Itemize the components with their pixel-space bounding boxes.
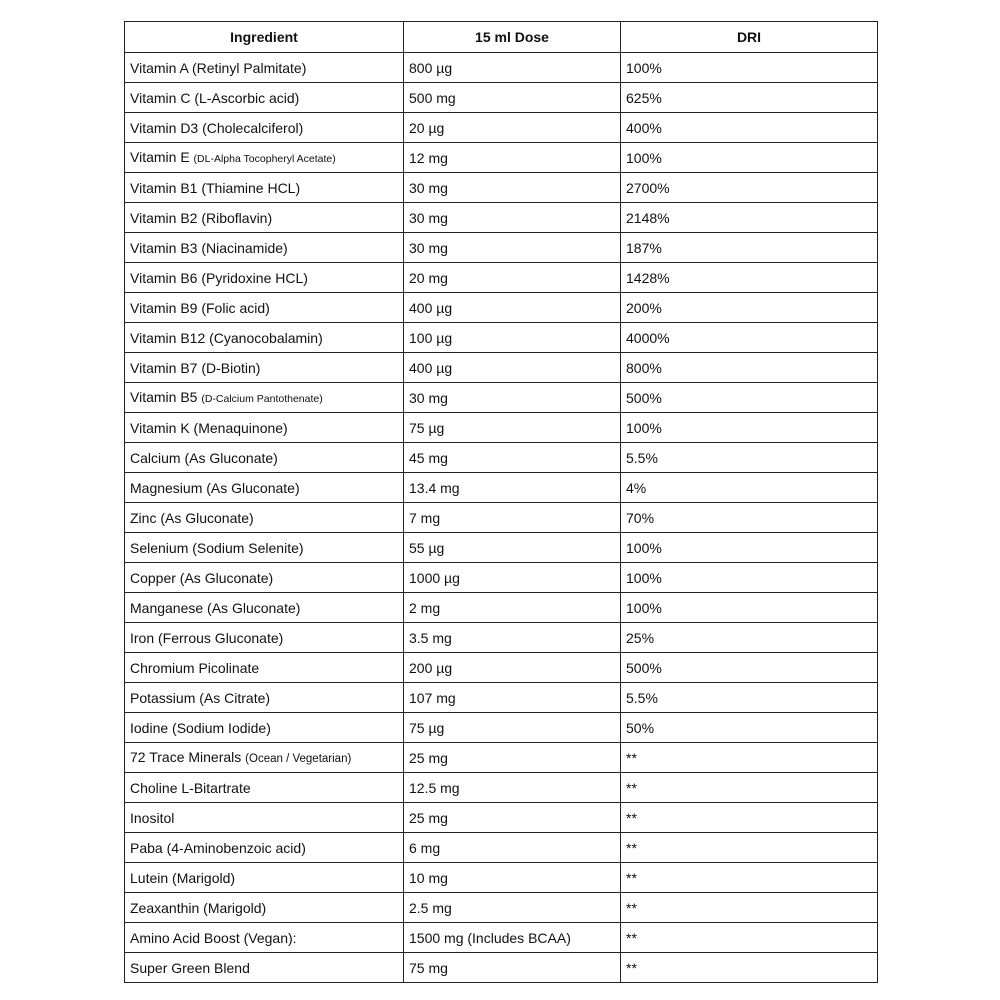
- ingredient-name: Vitamin B9 (Folic acid): [130, 299, 270, 316]
- dri-cell: **: [621, 803, 878, 833]
- dose-cell: 100 µg: [404, 323, 621, 353]
- ingredient-detail: (D-Calcium Pantothenate): [201, 392, 323, 405]
- ingredient-name: Calcium (As Gluconate): [130, 449, 278, 466]
- dri-cell: 2148%: [621, 203, 878, 233]
- dri-cell: 5.5%: [621, 443, 878, 473]
- dose-cell: 1000 µg: [404, 563, 621, 593]
- ingredient-name: Vitamin B7 (D-Biotin): [130, 359, 261, 376]
- dri-cell: 400%: [621, 113, 878, 143]
- dri-cell: **: [621, 863, 878, 893]
- dose-cell: 30 mg: [404, 233, 621, 263]
- table-row: [125, 653, 878, 683]
- dri-cell: **: [621, 743, 878, 773]
- dose-cell: 400 µg: [404, 353, 621, 383]
- table-row: [125, 863, 878, 893]
- ingredient-name: Choline L-Bitartrate: [130, 779, 251, 796]
- ingredient-name: Vitamin B5: [130, 388, 202, 405]
- table-row: [125, 833, 878, 863]
- ingredient-cell: [125, 233, 404, 263]
- ingredient-cell: [125, 443, 404, 473]
- dri-cell: 625%: [621, 83, 878, 113]
- ingredient-name: Zinc (As Gluconate): [130, 509, 254, 526]
- table-row: [125, 323, 878, 353]
- dose-cell: 107 mg: [404, 683, 621, 713]
- table-header-row: [125, 22, 878, 53]
- table-row: [125, 773, 878, 803]
- ingredient-cell: [125, 383, 404, 413]
- dri-cell: 500%: [621, 653, 878, 683]
- dose-cell: 12.5 mg: [404, 773, 621, 803]
- table-row: [125, 143, 878, 173]
- ingredient-name: Amino Acid Boost (Vegan):: [130, 929, 297, 946]
- ingredient-cell: [125, 263, 404, 293]
- table-row: [125, 593, 878, 623]
- ingredient-cell: [125, 773, 404, 803]
- ingredient-name: Vitamin C (L-Ascorbic acid): [130, 89, 300, 106]
- ingredient-cell: [125, 713, 404, 743]
- ingredient-cell: [125, 533, 404, 563]
- ingredient-cell: [125, 743, 404, 773]
- dri-cell: 2700%: [621, 173, 878, 203]
- ingredient-cell: [125, 563, 404, 593]
- table-row: [125, 353, 878, 383]
- dri-cell: 100%: [621, 143, 878, 173]
- dose-cell: 3.5 mg: [404, 623, 621, 653]
- ingredient-name: Vitamin B3 (Niacinamide): [130, 239, 288, 256]
- dose-cell: 7 mg: [404, 503, 621, 533]
- ingredient-cell: [125, 623, 404, 653]
- dri-cell: 4%: [621, 473, 878, 503]
- dose-cell: 45 mg: [404, 443, 621, 473]
- table-row: [125, 53, 878, 83]
- ingredient-cell: [125, 653, 404, 683]
- dose-cell: 25 mg: [404, 803, 621, 833]
- ingredient-cell: [125, 113, 404, 143]
- ingredient-cell: [125, 83, 404, 113]
- dri-cell: 4000%: [621, 323, 878, 353]
- ingredient-cell: [125, 353, 404, 383]
- ingredient-cell: [125, 473, 404, 503]
- table-row: [125, 473, 878, 503]
- ingredient-name: Zeaxanthin (Marigold): [130, 899, 267, 916]
- dri-cell: 100%: [621, 563, 878, 593]
- dose-cell: 400 µg: [404, 293, 621, 323]
- ingredient-name: Vitamin K (Menaquinone): [130, 419, 288, 436]
- ingredient-name: Paba (4-Aminobenzoic acid): [130, 839, 306, 856]
- dose-cell: 20 mg: [404, 263, 621, 293]
- ingredient-cell: [125, 923, 404, 953]
- dose-cell: 500 mg: [404, 83, 621, 113]
- ingredient-name: Vitamin B1 (Thiamine HCL): [130, 179, 301, 196]
- ingredient-name: Vitamin B2 (Riboflavin): [130, 209, 273, 226]
- dri-cell: 100%: [621, 533, 878, 563]
- ingredient-cell: [125, 53, 404, 83]
- dri-cell: **: [621, 923, 878, 953]
- ingredient-cell: [125, 203, 404, 233]
- table-row: [125, 83, 878, 113]
- table-row: [125, 803, 878, 833]
- table-row: [125, 713, 878, 743]
- ingredient-cell: [125, 593, 404, 623]
- dose-cell: 30 mg: [404, 173, 621, 203]
- ingredient-cell: [125, 863, 404, 893]
- header-ingredient: Ingredient: [125, 22, 404, 53]
- dose-cell: 1500 mg (Includes BCAA): [404, 923, 621, 953]
- ingredient-cell: [125, 503, 404, 533]
- ingredient-cell: [125, 803, 404, 833]
- dri-cell: 100%: [621, 593, 878, 623]
- ingredient-name: Chromium Picolinate: [130, 659, 260, 676]
- dri-cell: 5.5%: [621, 683, 878, 713]
- table-row: [125, 923, 878, 953]
- dose-cell: 12 mg: [404, 143, 621, 173]
- dri-cell: 800%: [621, 353, 878, 383]
- dri-cell: **: [621, 833, 878, 863]
- table-row: [125, 683, 878, 713]
- table-row: [125, 893, 878, 923]
- ingredient-name: Iron (Ferrous Gluconate): [130, 629, 284, 646]
- table-row: [125, 743, 878, 773]
- dose-cell: 30 mg: [404, 203, 621, 233]
- dri-cell: 100%: [621, 53, 878, 83]
- table-row: [125, 953, 878, 983]
- dose-cell: 200 µg: [404, 653, 621, 683]
- ingredient-name: Iodine (Sodium Iodide): [130, 719, 271, 736]
- header-dri: DRI: [621, 22, 878, 53]
- table-row: [125, 383, 878, 413]
- dri-cell: **: [621, 953, 878, 983]
- ingredient-name: Inositol: [130, 809, 175, 826]
- dose-cell: 25 mg: [404, 743, 621, 773]
- ingredient-cell: [125, 833, 404, 863]
- dose-cell: 800 µg: [404, 53, 621, 83]
- ingredient-cell: [125, 323, 404, 353]
- dri-cell: **: [621, 893, 878, 923]
- table-row: [125, 533, 878, 563]
- ingredient-cell: [125, 173, 404, 203]
- table-row: [125, 443, 878, 473]
- ingredient-cell: [125, 893, 404, 923]
- table-row: [125, 413, 878, 443]
- ingredient-name: Vitamin E: [130, 148, 194, 165]
- ingredient-cell: [125, 293, 404, 323]
- table-row: [125, 263, 878, 293]
- ingredient-detail: (Ocean / Vegetarian): [245, 752, 352, 765]
- table-row: [125, 623, 878, 653]
- dri-cell: **: [621, 773, 878, 803]
- ingredient-name: Vitamin B6 (Pyridoxine HCL): [130, 269, 308, 286]
- ingredient-name: Vitamin B12 (Cyanocobalamin): [130, 329, 323, 346]
- dose-cell: 2.5 mg: [404, 893, 621, 923]
- dose-cell: 75 µg: [404, 713, 621, 743]
- ingredient-name: Copper (As Gluconate): [130, 569, 274, 586]
- dri-cell: 100%: [621, 413, 878, 443]
- ingredient-cell: [125, 683, 404, 713]
- table-row: [125, 233, 878, 263]
- dose-cell: 30 mg: [404, 383, 621, 413]
- table-row: [125, 203, 878, 233]
- dri-cell: 200%: [621, 293, 878, 323]
- ingredient-name: Super Green Blend: [130, 959, 250, 976]
- dri-cell: 70%: [621, 503, 878, 533]
- dose-cell: 75 mg: [404, 953, 621, 983]
- ingredient-name: Potassium (As Citrate): [130, 689, 271, 706]
- table-body: [125, 53, 878, 983]
- dose-cell: 20 µg: [404, 113, 621, 143]
- table-row: [125, 173, 878, 203]
- dri-cell: 187%: [621, 233, 878, 263]
- ingredient-name: Selenium (Sodium Selenite): [130, 539, 304, 556]
- dose-cell: 2 mg: [404, 593, 621, 623]
- dri-cell: 500%: [621, 383, 878, 413]
- dose-cell: 10 mg: [404, 863, 621, 893]
- ingredient-detail: (DL-Alpha Tocopheryl Acetate): [193, 152, 336, 165]
- dose-cell: 13.4 mg: [404, 473, 621, 503]
- ingredient-name: Magnesium (As Gluconate): [130, 479, 300, 496]
- dose-cell: 55 µg: [404, 533, 621, 563]
- ingredient-name: 72 Trace Minerals: [130, 748, 246, 765]
- table-row: [125, 113, 878, 143]
- ingredient-cell: [125, 953, 404, 983]
- ingredient-table: [124, 21, 878, 983]
- ingredient-name: Lutein (Marigold): [130, 869, 236, 886]
- ingredient-name: Vitamin D3 (Cholecalciferol): [130, 119, 304, 136]
- header-dose: 15 ml Dose: [404, 22, 621, 53]
- dose-cell: 75 µg: [404, 413, 621, 443]
- dri-cell: 1428%: [621, 263, 878, 293]
- table-row: [125, 563, 878, 593]
- dose-cell: 6 mg: [404, 833, 621, 863]
- dri-cell: 25%: [621, 623, 878, 653]
- table-row: [125, 293, 878, 323]
- table-row: [125, 503, 878, 533]
- ingredient-cell: [125, 143, 404, 173]
- ingredient-cell: [125, 413, 404, 443]
- ingredient-name: Manganese (As Gluconate): [130, 599, 301, 616]
- dri-cell: 50%: [621, 713, 878, 743]
- ingredient-name: Vitamin A (Retinyl Palmitate): [130, 59, 307, 76]
